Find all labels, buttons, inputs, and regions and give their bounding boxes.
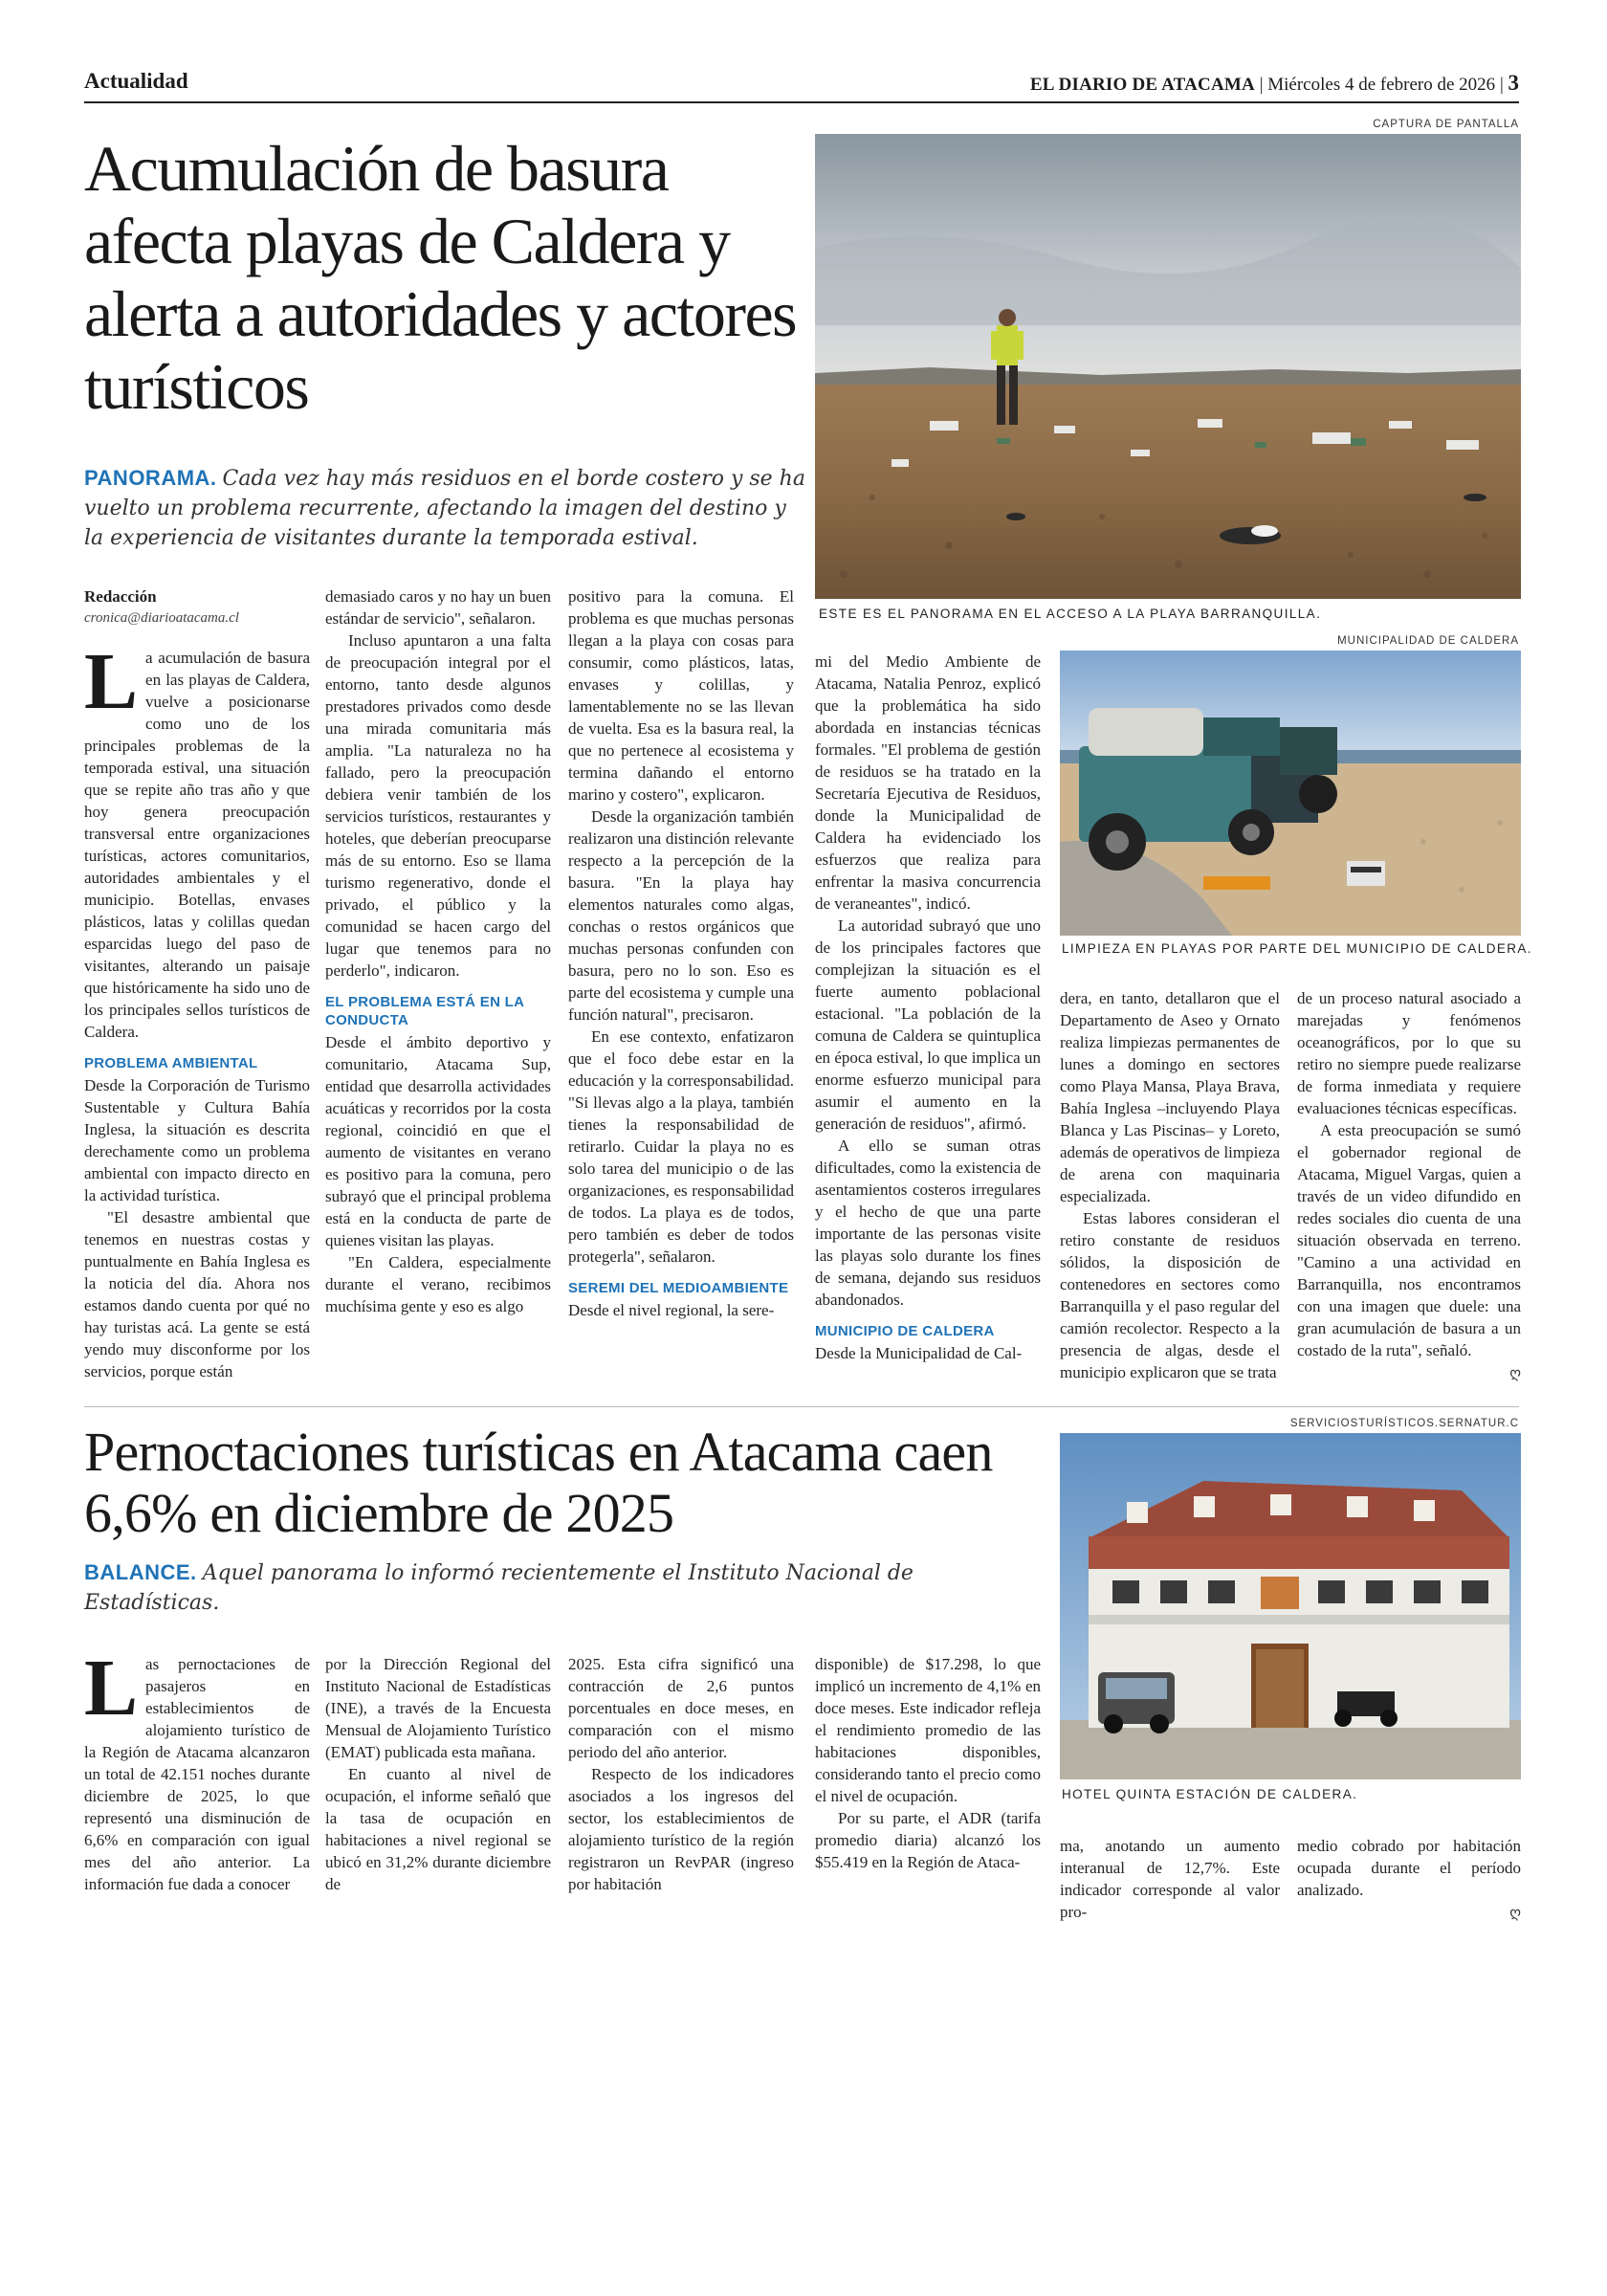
article1-paragraph: Desde el nivel regional, la sere- bbox=[568, 1301, 775, 1319]
article1-paragraph: Desde el ámbito deportivo y comunitario, Atacama Sup, entidad que desarrolla actividades acuáticas y recorridos por la costa regional, coincidió en que el aumento de visitantes en verano es positivo para la comuna, pero subrayó que el principal problema está en la conducta de parte de quienes visitan las playas. bbox=[325, 1033, 551, 1249]
subhead-problema-conducta: EL PROBLEMA ESTÁ EN LA CONDUCTA bbox=[325, 994, 524, 1028]
subhead-problema-ambiental: PROBLEMA AMBIENTAL bbox=[84, 1055, 258, 1071]
article2-lead-text: Aquel panorama lo informó recientemente el Instituto Nacional de Estadísticas. bbox=[84, 1561, 914, 1615]
photo2-credit: MUNICIPALIDAD DE CALDERA bbox=[1337, 635, 1519, 647]
article2-paragraph: Por su parte, el ADR (tarifa promedio diaria) alcanzó los $55.419 en la Región de Ataca- bbox=[815, 1809, 1041, 1871]
article2-paragraph: Respecto de los indicadores asociados a los ingresos del sector, los establecimientos de alojamiento turístico de la región registraron un RevPAR (ingreso por habitación bbox=[568, 1765, 794, 1893]
article1-paragraph: Desde la Corporación de Turismo Sustentable y Cultura Bahía Inglesa, la situación es descrita derechamente como un problema ambiental con impacto directo en la actividad turística. bbox=[84, 1076, 310, 1204]
photo1-credit: CAPTURA DE PANTALLA bbox=[1373, 119, 1519, 130]
article2-paragraph: 2025. Esta cifra significó una contracción de 2,6 puntos porcentuales en doce meses, en comparación con el mismo periodo del año anterior. bbox=[568, 1655, 794, 1761]
masthead: EL DIARIO DE ATACAMA | Miércoles 4 de febrero de 2026 | 3 bbox=[1029, 71, 1519, 95]
article1-headline: Acumulación de basura afecta playas de Caldera y alerta a autoridades y actores turísticos bbox=[84, 132, 797, 423]
article2-column-4 bbox=[815, 1653, 1041, 1911]
section-label: Actualidad bbox=[84, 69, 188, 93]
article2-column-2 bbox=[325, 1653, 551, 1911]
article1-paragraph: Incluso apuntaron a una falta de preocupación integral por el entorno, tanto desde algunos prestadores privados como desde una mirada comunitaria más amplia. "La naturaleza no ha fallado, pero la preocupación debiera venir también de los servicios turísticos, restaurantes y hoteles, que deberían preocuparse más de su entorno. Eso se llama turismo regenerativo, donde el privado, el público y la comunidad se hacen cargo del lugar que tenemos para no perderlo", indicaron. bbox=[325, 631, 551, 980]
article2-dropcap: L bbox=[84, 1644, 139, 1733]
article1-paragraph: En ese contexto, enfatizaron que el foco debe estar en la educación y la corresponsabilidad. "Si llevas algo a la playa, también tienes la responsabilidad de retirarlo. Cuidar la playa no es solo tarea del municipio o de las organizaciones, es responsabilidad de todos. La playa es de todos, pero también es deber de todos protegerla", señalaron. bbox=[568, 1027, 794, 1266]
article1-paragraph: "En Caldera, especialmente durante el verano, recibimos muchísima gente y eso es algo bbox=[325, 1253, 551, 1315]
article1-paragraph: Desde la Municipalidad de Cal- bbox=[815, 1344, 1023, 1362]
article1-column-2 bbox=[325, 585, 551, 1385]
newspaper-name: EL DIARIO DE ATACAMA bbox=[1029, 75, 1255, 95]
article1-dropcap: L bbox=[84, 637, 139, 726]
end-of-article-icon: ღ bbox=[1509, 1906, 1521, 1921]
article1-column-4 bbox=[815, 651, 1041, 1385]
article1-column-5 bbox=[1060, 987, 1280, 1385]
article2-paragraph: disponible) de $17.298, lo que implicó un incremento de 4,1% en doce meses. Este indicador refleja el rendimiento promedio de las habitaciones disponibles, considerando tanto el precio como el nivel de ocupación. bbox=[815, 1655, 1041, 1805]
article2-column-1 bbox=[84, 1644, 310, 1911]
article1-paragraph: A esta preocupación se sumó el gobernador regional de Atacama, Miguel Vargas, quien a través de un video difundido en redes sociales dio cuenta de una situación observada en terreno. "Camino a una actividad en Barranquilla, nos encontramos con una imagen que duele: una gran acumulación de basura a un costado de la ruta", señaló. bbox=[1297, 1121, 1521, 1359]
photo3-credit: SERVICIOSTURÍSTICOS.SERNATUR.C bbox=[1289, 1418, 1519, 1429]
article2-column-6 bbox=[1297, 1835, 1521, 1921]
article1-paragraph: Desde la organización también realizaron una distinción relevante respecto a la percepción de la basura. "En la playa hay elementos naturales como algas, conchas o restos orgánicos que muchas personas confunden con basura, pero no lo son. Eso es parte del ecosistema y cumple una función natural", precisaron. bbox=[568, 807, 794, 1024]
article1-kicker: PANORAMA. bbox=[84, 466, 217, 490]
article1-paragraph: de un proceso natural asociado a marejadas y fenómenos oceanográficos, por lo que su retiro no siempre puede realizarse de forma inmediata y requiere evaluaciones técnicas específicas. bbox=[1297, 989, 1521, 1117]
article1-paragraph: dera, en tanto, detallaron que el Departamento de Aseo y Ornato realiza limpiezas permanentes de lunes a domingo en sectores como Playa Mansa, Playa Brava, Bahía Inglesa –incluyendo Playa Blanca y Las Piscinas– y Loreto, además de operativos de limpieza de arena con maquinaria especializada. bbox=[1060, 989, 1280, 1205]
article1-paragraph: Estas labores consideran el retiro constante de residuos sólidos, la disposición de contenedores en sectores como Barranquilla y el paso regular del camión recolector. Respecto a la presencia de algas, desde el municipio explicaron que se trata bbox=[1060, 1209, 1280, 1381]
article1-paragraph: La autoridad subrayó que uno de los principales factores que complejizan la situación es el fuerte aumento poblacional estacional. "La población de la comuna de Caldera se quintuplica en época estival, lo que implica un enorme esfuerzo municipal para asumir el aumento en la generación de residuos", afirmó. bbox=[815, 916, 1041, 1133]
photo1-caption: ESTE ES EL PANORAMA EN EL ACCESO A LA PLAYA BARRANQUILLA. bbox=[819, 607, 1322, 621]
article2-paragraph: ma, anotando un aumento interanual de 12,7%. Este indicador corresponde al valor pro- bbox=[1060, 1837, 1280, 1921]
issue-date: Miércoles 4 de febrero de 2026 bbox=[1267, 75, 1496, 95]
article2-paragraph: por la Dirección Regional del Instituto Nacional de Estadísticas (INE), a través de la Encuesta Mensual de Alojamiento Turístico (EMAT) publicada esta mañana. bbox=[325, 1655, 551, 1761]
article1-column-6 bbox=[1297, 987, 1521, 1385]
end-of-article-icon: ღ bbox=[1509, 1366, 1521, 1381]
article1-paragraph: A ello se suman otras dificultades, como la existencia de asentamientos costeros irregulares y el hecho de que una parte importante de las personas visite las playas solo durante los fines de semana, dejando sus residuos abandonados. bbox=[815, 1137, 1041, 1309]
article1-column-1 bbox=[84, 585, 310, 1385]
article2-paragraph: medio cobrado por habitación ocupada durante el período analizado. bbox=[1297, 1837, 1521, 1899]
byline-author: Redacción bbox=[84, 587, 157, 606]
article1-column-3 bbox=[568, 585, 794, 1385]
article1-paragraph: mi del Medio Ambiente de Atacama, Natalia Penroz, explicó que la problemática ha sido abordada en instancias técnicas formales. "El problema de gestión de residuos se ha tratado en la Secretaría Ejecutiva de Residuos, donde la Municipalidad de Caldera ha evidenciado los esfuerzos que realiza para enfrentar la masiva concurrencia de veraneantes", indicó. bbox=[815, 652, 1041, 913]
subhead-municipio: MUNICIPIO DE CALDERA bbox=[815, 1323, 995, 1339]
article2-kicker: BALANCE. bbox=[84, 1560, 197, 1584]
article2-headline: Pernoctaciones turísticas en Atacama caen 6,6% en diciembre de 2025 bbox=[84, 1421, 993, 1544]
beach-trash-photo bbox=[815, 134, 1521, 599]
article1-paragraph: positivo para la comuna. El problema es que muchas personas llegan a la playa con cosas para consumir, como plásticos, latas, envases y colillas, y lamentablemente no se las llevan de vuelta. Esa es la basura real, la que no pertenece al ecosistema y termina dañando el entorno marino y costero", explicaron. bbox=[568, 587, 794, 804]
beach-cleaning-photo bbox=[1060, 651, 1521, 936]
byline-email: cronica@diarioatacama.cl bbox=[84, 610, 239, 626]
article-divider bbox=[84, 1406, 1519, 1407]
article1-paragraph: "El desastre ambiental que tenemos en nuestras costas y puntualmente en Bahía Inglesa es la noticia del día. Ahora nos estamos dando cuenta por qué no hay turistas acá. La gente se está yendo muy disconforme por los servicios, porque están bbox=[84, 1208, 310, 1380]
subhead-seremi: SEREMI DEL MEDIOAMBIENTE bbox=[568, 1280, 789, 1296]
page-number: 3 bbox=[1508, 71, 1519, 95]
header-rule bbox=[84, 101, 1519, 103]
photo3-caption: HOTEL QUINTA ESTACIÓN DE CALDERA. bbox=[1062, 1787, 1358, 1801]
article2-column-3 bbox=[568, 1653, 794, 1911]
article2-lead bbox=[84, 1557, 1041, 1618]
article2-paragraph: En cuanto al nivel de ocupación, el informe señaló que la tasa de ocupación en habitaciones a nivel regional se ubicó en 31,2% durante diciembre de bbox=[325, 1765, 551, 1893]
photo2-caption: LIMPIEZA EN PLAYAS POR PARTE DEL MUNICIPIO DE CALDERA. bbox=[1062, 941, 1532, 956]
article1-lead-text: Cada vez hay más residuos en el borde costero y se ha vuelto un problema recurrente, afectando la imagen del destino y la experiencia de visitantes durante la temporada estival. bbox=[84, 467, 805, 550]
article2-column-5 bbox=[1060, 1835, 1280, 1921]
article1-paragraph: a acumulación de basura en las playas de Caldera, vuelve a posicionarse como uno de los principales problemas de la temporada estival, una situación que se repite año tras año y que hoy genera preocupación transversal entre organizaciones turísticas, actores comunitarios, autoridades ambientales y el municipio. Botellas, envases plásticos, latas y colillas quedan esparcidas luego del paso de visitantes, alterando un paisaje que históricamente ha sido uno de los principales sellos turísticos de Caldera. bbox=[84, 649, 310, 1041]
hotel-photo bbox=[1060, 1433, 1521, 1779]
article2-paragraph: as pernoctaciones de pasajeros en establecimientos de alojamiento turístico de la Región de Atacama alcanzaron un total de 42.151 noches durante diciembre de 2025, lo que representó una disminución de 6,6% en comparación con igual mes del año anterior. La información fue dada a conocer bbox=[84, 1655, 310, 1893]
article1-paragraph: demasiado caros y no hay un buen estándar de servicio", señalaron. bbox=[325, 587, 551, 628]
article1-lead bbox=[84, 463, 811, 553]
